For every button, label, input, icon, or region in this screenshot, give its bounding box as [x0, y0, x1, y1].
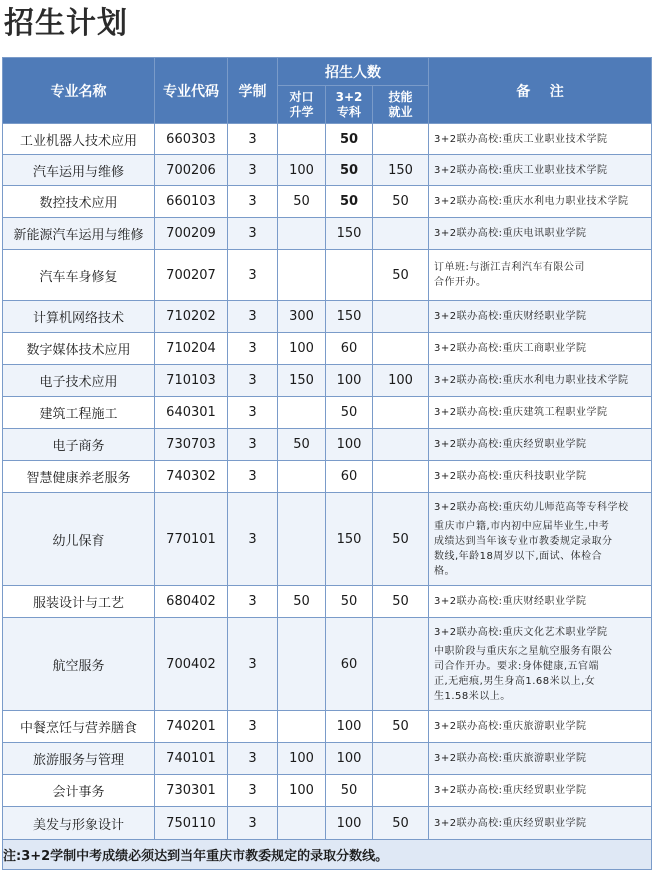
cell-duration: 3 — [228, 250, 278, 301]
cell-employment — [373, 124, 429, 155]
cell-note — [429, 618, 652, 711]
cell-employment — [373, 333, 429, 365]
cell-upgrade: 50 — [278, 586, 326, 618]
cell-employment: 100 — [373, 365, 429, 397]
note-line: 订单班:与浙江吉利汽车有限公司 — [434, 262, 585, 273]
table-row — [3, 250, 652, 301]
cell-major: 工业机器人技术应用 — [3, 124, 155, 155]
cell-employment: 50 — [373, 186, 429, 218]
note-line: 3+2联办高校:重庆旅游职业学院 — [434, 721, 587, 732]
cell-employment: 50 — [373, 250, 429, 301]
cell-upgrade — [278, 397, 326, 429]
table-row — [3, 807, 652, 840]
cell-college: 50 — [326, 155, 373, 186]
cell-college: 100 — [326, 429, 373, 461]
cell-note — [429, 397, 652, 429]
cell-duration: 3 — [228, 586, 278, 618]
cell-note — [429, 301, 652, 333]
cell-note — [429, 807, 652, 840]
cell-employment — [373, 301, 429, 333]
cell-employment — [373, 218, 429, 250]
cell-major: 数控技术应用 — [3, 186, 155, 218]
cell-college: 150 — [326, 493, 373, 586]
cell-code: 700402 — [155, 618, 228, 711]
cell-employment — [373, 397, 429, 429]
cell-major: 电子商务 — [3, 429, 155, 461]
note-line: 3+2联办高校:重庆旅游职业学院 — [434, 753, 587, 764]
note-line: 生1.58米以上。 — [434, 690, 511, 702]
cell-note — [429, 250, 652, 301]
cell-upgrade — [278, 124, 326, 155]
cell-code: 700209 — [155, 218, 228, 250]
note-line: 3+2联办高校:重庆工业职业技术学院 — [434, 164, 608, 176]
cell-duration: 3 — [228, 365, 278, 397]
cell-duration: 3 — [228, 493, 278, 586]
cell-note — [429, 429, 652, 461]
cell-duration: 3 — [228, 775, 278, 807]
cell-employment — [373, 461, 429, 493]
cell-upgrade — [278, 493, 326, 586]
cell-code: 750110 — [155, 807, 228, 840]
cell-note — [429, 124, 652, 155]
cell-upgrade — [278, 618, 326, 711]
cell-employment — [373, 618, 429, 711]
table-row — [3, 618, 652, 711]
note-line: 3+2联办高校:重庆水利电力职业技术学院 — [434, 375, 629, 386]
cell-college: 50 — [326, 775, 373, 807]
cell-college: 50 — [326, 586, 373, 618]
table-row — [3, 124, 652, 155]
cell-code: 740302 — [155, 461, 228, 493]
cell-note — [429, 461, 652, 493]
cell-major: 会计事务 — [3, 775, 155, 807]
header-remarks: 备 注 — [429, 58, 652, 124]
table-row — [3, 743, 652, 775]
note-line: 3+2联办高校:重庆文化艺术职业学院 — [434, 626, 608, 638]
cell-upgrade: 100 — [278, 155, 326, 186]
cell-major: 美发与形象设计 — [3, 807, 155, 840]
cell-duration: 3 — [228, 186, 278, 218]
header-quota-college: 3+2 专科 — [326, 86, 373, 124]
note-line: 3+2联办高校:重庆科技职业学院 — [434, 471, 587, 482]
cell-code: 700207 — [155, 250, 228, 301]
table-row — [3, 333, 652, 365]
cell-duration: 3 — [228, 333, 278, 365]
cell-code: 660103 — [155, 186, 228, 218]
cell-employment: 50 — [373, 493, 429, 586]
cell-major: 电子技术应用 — [3, 365, 155, 397]
cell-code: 740201 — [155, 711, 228, 743]
cell-college — [326, 250, 373, 301]
cell-duration: 3 — [228, 397, 278, 429]
cell-duration: 3 — [228, 218, 278, 250]
cell-note — [429, 218, 652, 250]
cell-college: 50 — [326, 124, 373, 155]
cell-duration: 3 — [228, 429, 278, 461]
cell-employment: 50 — [373, 711, 429, 743]
note-line: 3+2联办高校:重庆工业职业技术学院 — [434, 133, 608, 145]
cell-duration: 3 — [228, 711, 278, 743]
cell-college: 60 — [326, 618, 373, 711]
cell-upgrade: 300 — [278, 301, 326, 333]
cell-major: 旅游服务与管理 — [3, 743, 155, 775]
cell-duration: 3 — [228, 618, 278, 711]
table-body — [3, 124, 652, 840]
cell-code: 680402 — [155, 586, 228, 618]
page-title: 招生计划 — [4, 6, 128, 41]
cell-code: 730301 — [155, 775, 228, 807]
header-quota-upgrade: 对口 升学 — [278, 86, 326, 124]
note-line: 3+2联办高校:重庆财经职业学院 — [434, 596, 587, 607]
note-line: 正,无疤痕,男生身高1.68米以上,女 — [434, 675, 596, 687]
cell-college: 150 — [326, 301, 373, 333]
note-line: 数线,年龄18周岁以下,面试、体检合 — [434, 550, 603, 562]
cell-employment — [373, 743, 429, 775]
cell-upgrade: 100 — [278, 743, 326, 775]
note-line: 3+2联办高校:重庆工商职业学院 — [434, 343, 587, 354]
cell-code: 660303 — [155, 124, 228, 155]
cell-major: 汽车车身修复 — [3, 250, 155, 301]
table-row — [3, 397, 652, 429]
table-row — [3, 429, 652, 461]
cell-employment: 50 — [373, 586, 429, 618]
note-line: 3+2联办高校:重庆经贸职业学院 — [434, 439, 587, 450]
cell-note — [429, 775, 652, 807]
table-row — [3, 711, 652, 743]
footnote: 注:3+2学制中考成绩必须达到当年重庆市教委规定的录取分数线。 — [3, 840, 652, 870]
cell-upgrade — [278, 250, 326, 301]
table-row — [3, 218, 652, 250]
header-major: 专业名称 — [3, 58, 155, 124]
cell-code: 710202 — [155, 301, 228, 333]
cell-note — [429, 586, 652, 618]
table-row — [3, 365, 652, 397]
cell-code: 700206 — [155, 155, 228, 186]
table-row — [3, 493, 652, 586]
cell-code: 770101 — [155, 493, 228, 586]
note-line: 3+2联办高校:重庆建筑工程职业学院 — [434, 407, 608, 418]
table-row — [3, 775, 652, 807]
note-line: 重庆市户籍,市内初中应届毕业生,中考 — [434, 520, 610, 532]
header-code: 专业代码 — [155, 58, 228, 124]
enrollment-table — [2, 57, 652, 870]
cell-college: 100 — [326, 743, 373, 775]
cell-note — [429, 365, 652, 397]
table-row — [3, 155, 652, 186]
note-line: 格。 — [434, 565, 455, 577]
cell-upgrade: 150 — [278, 365, 326, 397]
note-line: 3+2联办高校:重庆幼儿师范高等专科学校 — [434, 501, 629, 513]
cell-major: 数字媒体技术应用 — [3, 333, 155, 365]
cell-major: 新能源汽车运用与维修 — [3, 218, 155, 250]
cell-upgrade: 100 — [278, 775, 326, 807]
cell-major: 汽车运用与维修 — [3, 155, 155, 186]
note-line: 3+2联办高校:重庆经贸职业学院 — [434, 785, 587, 796]
header-quota-employment: 技能 就业 — [373, 86, 429, 124]
cell-code: 640301 — [155, 397, 228, 429]
cell-duration: 3 — [228, 301, 278, 333]
note-line: 中职阶段与重庆东之星航空服务有限公 — [434, 645, 613, 657]
note-line: 成绩达到当年该专业市教委规定录取分 — [434, 535, 613, 547]
header-quota: 招生人数 — [278, 58, 429, 86]
cell-major: 幼儿保育 — [3, 493, 155, 586]
cell-duration: 3 — [228, 807, 278, 840]
cell-major: 计算机网络技术 — [3, 301, 155, 333]
cell-college: 60 — [326, 333, 373, 365]
cell-duration: 3 — [228, 461, 278, 493]
note-line: 3+2联办高校:重庆财经职业学院 — [434, 311, 587, 322]
note-line: 3+2联办高校:重庆经贸职业学院 — [434, 817, 587, 829]
cell-note — [429, 155, 652, 186]
cell-major: 建筑工程施工 — [3, 397, 155, 429]
note-line: 3+2联办高校:重庆水利电力职业技术学院 — [434, 196, 629, 207]
cell-upgrade — [278, 218, 326, 250]
cell-duration: 3 — [228, 743, 278, 775]
header-duration: 学制 — [228, 58, 278, 124]
cell-code: 710204 — [155, 333, 228, 365]
cell-college: 50 — [326, 397, 373, 429]
cell-major: 航空服务 — [3, 618, 155, 711]
cell-duration: 3 — [228, 155, 278, 186]
cell-college: 100 — [326, 365, 373, 397]
cell-code: 740101 — [155, 743, 228, 775]
cell-employment — [373, 429, 429, 461]
cell-employment: 50 — [373, 807, 429, 840]
cell-college: 100 — [326, 711, 373, 743]
cell-upgrade: 50 — [278, 186, 326, 218]
note-line: 3+2联办高校:重庆电讯职业学院 — [434, 228, 587, 239]
note-line: 司合作开办。要求:身体健康,五官端 — [434, 660, 600, 672]
cell-employment: 150 — [373, 155, 429, 186]
cell-note — [429, 493, 652, 586]
cell-upgrade — [278, 711, 326, 743]
cell-upgrade — [278, 461, 326, 493]
cell-upgrade: 100 — [278, 333, 326, 365]
cell-note — [429, 333, 652, 365]
cell-major: 智慧健康养老服务 — [3, 461, 155, 493]
cell-college: 50 — [326, 186, 373, 218]
cell-major: 服装设计与工艺 — [3, 586, 155, 618]
cell-college: 100 — [326, 807, 373, 840]
table-row — [3, 301, 652, 333]
note-line: 合作开办。 — [434, 277, 487, 288]
table-row — [3, 586, 652, 618]
cell-college: 60 — [326, 461, 373, 493]
cell-college: 150 — [326, 218, 373, 250]
cell-note — [429, 711, 652, 743]
cell-note — [429, 743, 652, 775]
cell-duration: 3 — [228, 124, 278, 155]
cell-note — [429, 186, 652, 218]
table-row — [3, 186, 652, 218]
cell-code: 730703 — [155, 429, 228, 461]
cell-code: 710103 — [155, 365, 228, 397]
cell-employment — [373, 775, 429, 807]
cell-upgrade: 50 — [278, 429, 326, 461]
cell-major: 中餐烹饪与营养膳食 — [3, 711, 155, 743]
cell-upgrade — [278, 807, 326, 840]
table-row — [3, 461, 652, 493]
